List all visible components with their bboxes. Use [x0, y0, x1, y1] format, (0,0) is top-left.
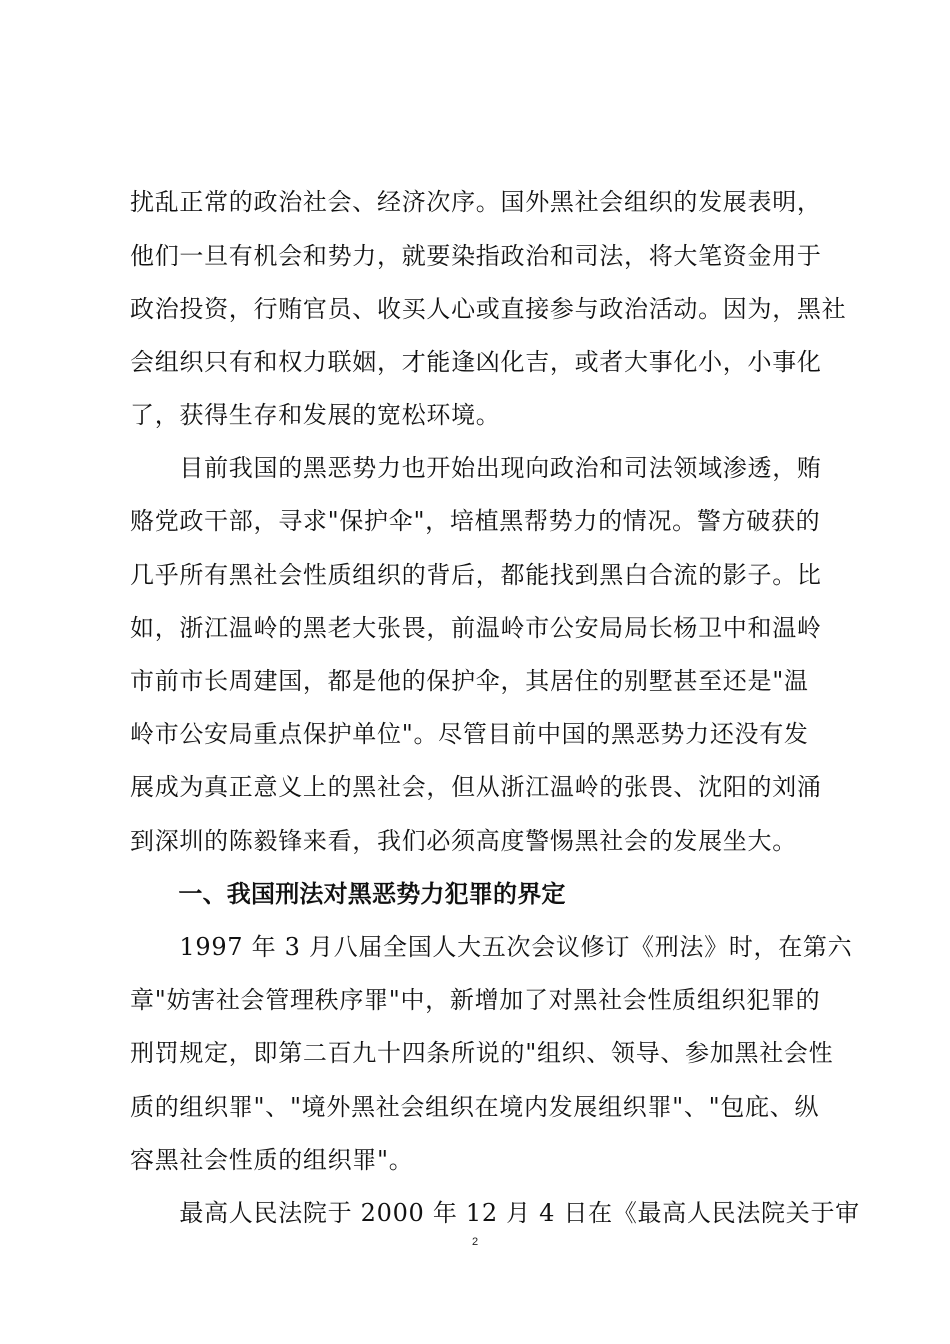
body-text-line: 1997 年 3 月八届全国人大五次会议修订《刑法》时，在第六 — [130, 933, 853, 961]
body-text-line: 展成为真正意义上的黑社会，但从浙江温岭的张畏、沈阳的刘涌 — [130, 773, 822, 801]
body-text-line: 市前市长周建国，都是他的保护伞，其居住的别墅甚至还是"温 — [130, 667, 809, 695]
body-text-line: 了，获得生存和发展的宽松环境。 — [130, 401, 501, 429]
body-text-line: 如，浙江温岭的黑老大张畏，前温岭市公安局局长杨卫中和温岭 — [130, 614, 822, 642]
body-text-line: 最高人民法院于 2000 年 12 月 4 日在《最高人民法院关于审 — [130, 1199, 860, 1227]
body-text-line: 赂党政干部，寻求"保护伞"，培植黑帮势力的情况。警方破获的 — [130, 507, 821, 535]
body-text-line: 目前我国的黑恶势力也开始出现向政治和司法领域渗透，贿 — [130, 454, 822, 482]
section-heading: 一、我国刑法对黑恶势力犯罪的界定 — [130, 880, 566, 908]
body-text-line: 政治投资，行贿官员、收买人心或直接参与政治活动。因为，黑社 — [130, 295, 847, 323]
body-text-line: 质的组织罪"、"境外黑社会组织在境内发展组织罪"、"包庇、纵 — [130, 1093, 820, 1121]
body-text-line: 几乎所有黑社会性质组织的背后，都能找到黑白合流的影子。比 — [130, 561, 822, 589]
body-text-line: 章"妨害社会管理秩序罪"中，新增加了对黑社会性质组织犯罪的 — [130, 986, 821, 1014]
body-text-line: 会组织只有和权力联姻，才能逢凶化吉，或者大事化小，小事化 — [130, 348, 822, 376]
body-text-line: 刑罚规定，即第二百九十四条所说的"组织、领导、参加黑社会性 — [130, 1039, 834, 1067]
body-text-line: 岭市公安局重点保护单位"。尽管目前中国的黑恶势力还没有发 — [130, 720, 809, 748]
body-text-line: 他们一旦有机会和势力，就要染指政治和司法，将大笔资金用于 — [130, 242, 822, 270]
body-text-line: 容黑社会性质的组织罪"。 — [130, 1146, 414, 1174]
page-number: 2 — [471, 1236, 479, 1248]
body-text-line: 到深圳的陈毅锋来看，我们必须高度警惕黑社会的发展坐大。 — [130, 827, 797, 855]
body-text-line: 扰乱正常的政治社会、经济次序。国外黑社会组织的发展表明， — [130, 188, 822, 216]
